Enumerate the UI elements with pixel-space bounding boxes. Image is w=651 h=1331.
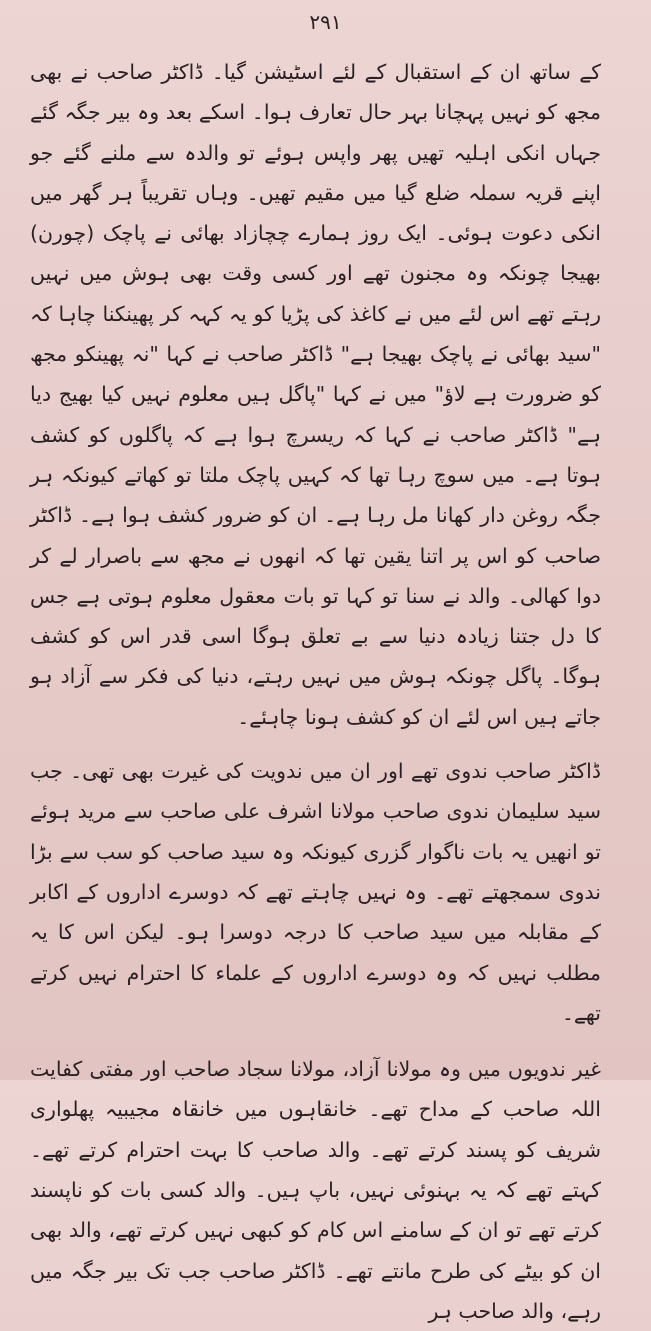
page-number: ۲۹۱: [309, 10, 342, 34]
paragraph-2: ڈاکٹر صاحب ندوی تھے اور ان میں ندویت کی غیرت بھی تھی۔ جب سید سلیمان ندوی صاحب مولانا اشرف علی صاحب سے مرید ہوئے تو انھیں یہ بات ناگوار گزری کیونکہ وہ سید صاحب کو سب سے بڑا ندوی سمجھتے تھے۔ وہ نہیں چاہتے تھے کہ دوسرے اداروں کے اکابر کے مقابلہ میں سید صاحب کا درجہ دوسرا ہو۔ لیکن اس کا یہ مطلب نہیں کہ وہ دوسرے اداروں کے علماء کا احترام نہیں کرتے تھے۔: [30, 759, 601, 1025]
paragraph-3: غیر ندویوں میں وہ مولانا آزاد، مولانا سجاد صاحب اور مفتی کفایت اللہ صاحب کے مداح تھے۔ خانقاہوں میں خانقاہ مجیبیہ پھلواری شریف کو پسند کرتے تھے۔ والد صاحب کا بہت احترام کرتے تھے۔ کہتے تھے کہ یہ بہنوئی نہیں، باپ ہیں۔ والد کسی بات کو ناپسند کرتے تھے تو ان کے سامنے اس کام کو کبھی نہیں کرتے تھے، والد بھی ان کو بیٹے کی طرح مانتے تھے۔ ڈاکٹر صاحب جب تک بیر جگہ میں رہے، والد صاحب ہر: [30, 1057, 601, 1323]
paragraph-1: کے ساتھ ان کے استقبال کے لئے اسٹیشن گیا۔ ڈاکٹر صاحب نے بھی مجھ کو نہیں پہچانا بہر حال تعارف ہوا۔ اسکے بعد وہ بیر جگہ گئے جہاں انکی اہلیہ تھیں پھر واپس ہوئے تو والدہ سے ملنے گئے جو اپنے قریہ سملہ ضلع گیا میں مقیم تھیں۔ وہاں تقریباً ہر گھر میں انکی دعوت ہوئی۔ ایک روز ہمارے چچازاد بھائی نے پاچک (چورن) بھیجا چونکہ وہ مجنون تھے اور کسی وقت بھی ہوش میں نہیں رہتے تھے اس لئے میں نے کاغذ کی پڑیا کو یہ کہہ کر پھینکنا چاہا کہ "سید بھائی نے پاچک بھیجا ہے" ڈاکٹر صاحب نے کہا "نہ پھینکو مجھ کو ضرورت ہے لاؤ" میں نے کہا "پاگل ہیں معلوم نہیں کیا بھیج دیا ہے" ڈاکٹر صاحب نے کہا کہ ریسرچ ہوا ہے کہ پاگلوں کو کشف ہوتا ہے۔ میں سوچ رہا تھا کہ کہیں پاچک ملتا تو کھاتے کیونکہ ہر جگہ روغن دار کھانا مل رہا ہے۔ ان کو ضرور کشف ہوا ہے۔ ڈاکٹر صاحب کو اس پر اتنا یقین تھا کہ انھوں نے مجھ سے باصرار لے کر دوا کھالی۔ والد نے سنا تو کہا تو بات معقول معلوم ہوتی ہے جس کا دل جتنا زیادہ دنیا سے بے تعلق ہوگا اسی قدر اس کو کشف ہوگا۔ پاگل چونکہ ہوش میں نہیں رہتے، دنیا کی فکر سے آزاد ہو جاتے ہیں اس لئے ان کو کشف ہونا چاہئے۔: [30, 60, 601, 729]
